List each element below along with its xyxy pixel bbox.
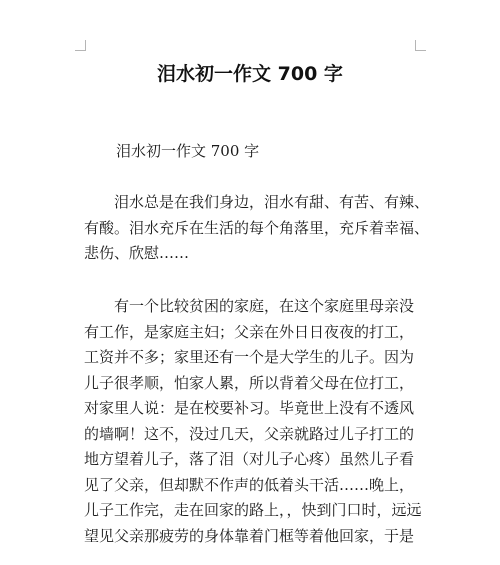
paragraph-line: 儿子很孝顺，怕家人累，所以背着父母在位打工， [84,373,415,392]
crop-mark-left [75,40,86,51]
paragraph-line: 悲伤、欣慰…… [84,244,190,262]
crop-mark-right [415,40,426,51]
paragraph-line: 有工作，是家庭主妇；父亲在外日日夜夜的打工， [84,322,415,341]
paragraph-line: 地方望着儿子，落了泪（对儿子心疼）虽然儿子看 [84,450,415,468]
paragraph-1 [84,190,430,267]
paragraph-line: 见了父亲，但却默不作声的低着头干活……晚上， [84,475,415,494]
paragraph-line: 儿子工作完，走在回家的路上，，快到门口时，远远 [84,501,422,519]
paragraph-line: 工资并不多；家里还有一个是大学生的儿子。因为 [84,348,415,366]
paragraph-2 [84,294,424,549]
paragraph-line: 望见父亲那疲劳的身体靠着门框等着他回家，于是 [84,526,415,545]
paragraph-line: 有酸。泪水充斥在生活的每个角落里，充斥着幸福、 [84,218,430,237]
document-title: 泪水初一作文 700 字 [157,63,343,85]
paragraph-line: 泪水总是在我们身边，泪水有甜、有苦、有辣、 [84,193,430,211]
paragraph-line: 对家里人说：是在校要补习。毕竟世上没有不透风 [84,399,415,417]
paragraph-line: 的墙啊！这不，没过几天，父亲就路过儿子打工的 [84,424,415,443]
document-subtitle: 泪水初一作文 700 字 [116,142,260,160]
paragraph-line: 有一个比较贫困的家庭，在这个家庭里母亲没 [84,297,415,315]
